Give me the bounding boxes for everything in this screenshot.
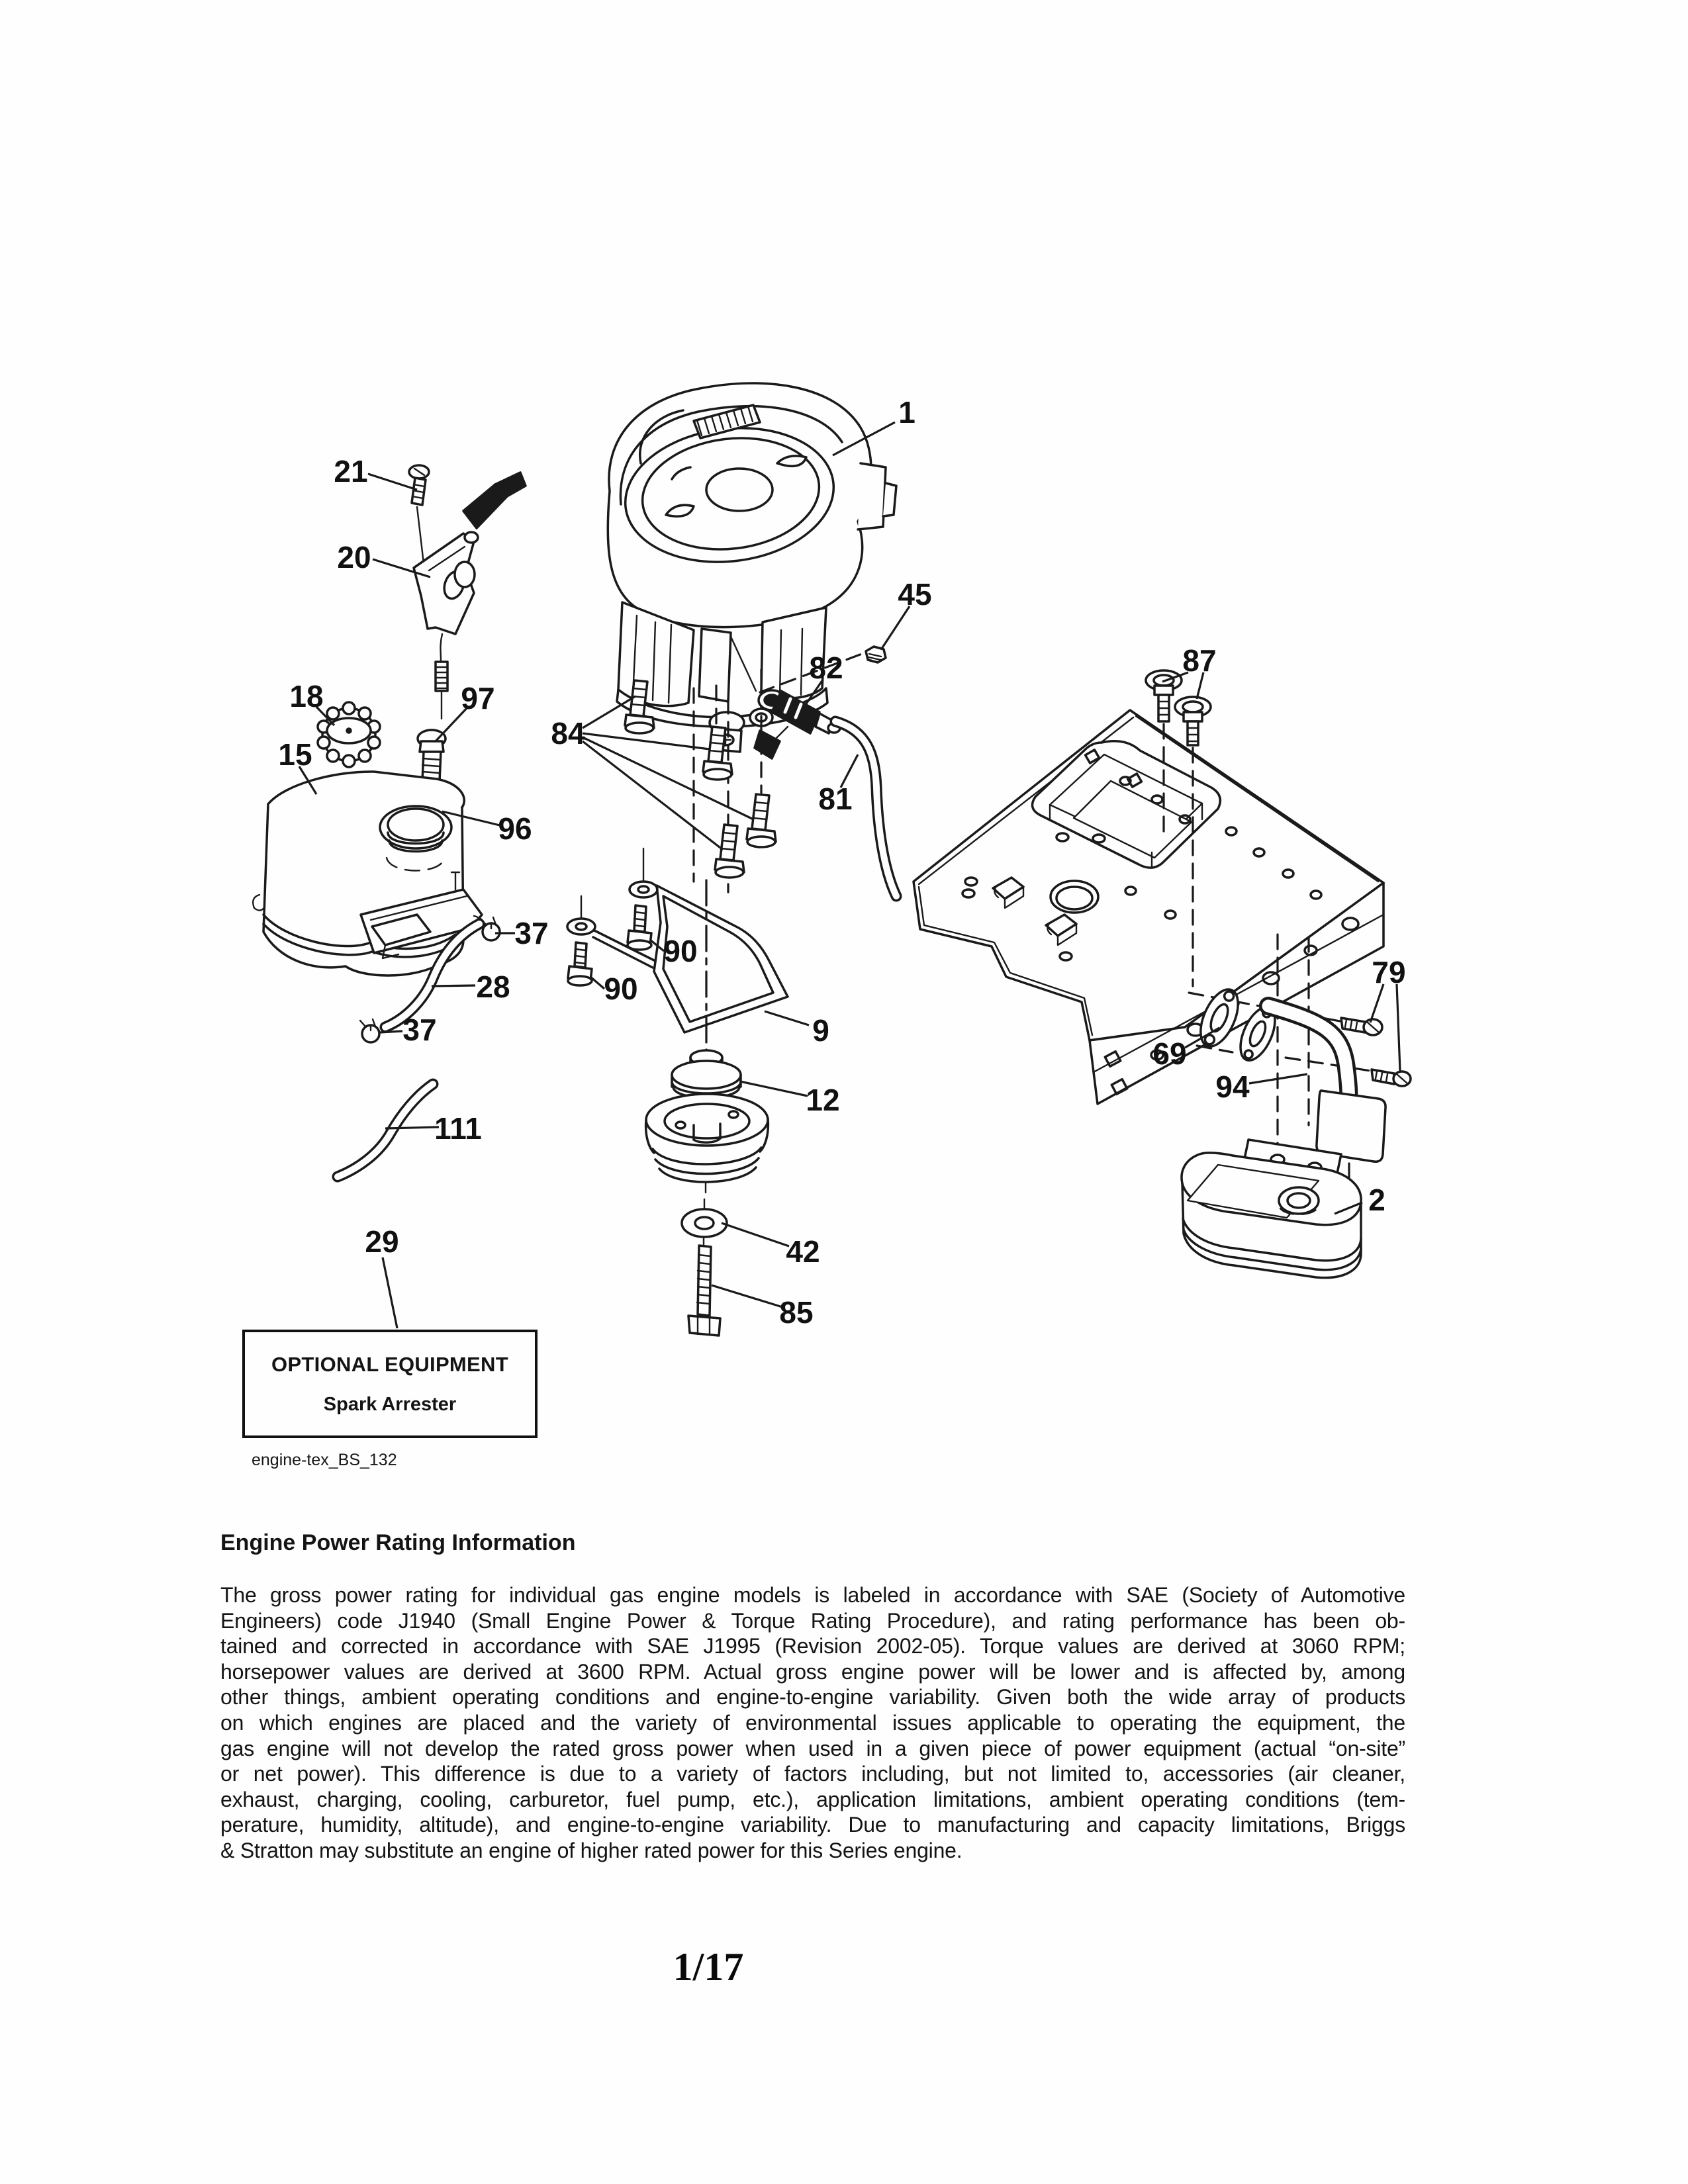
part-callout-37: 37 — [402, 1013, 437, 1047]
part-callout-94: 94 — [1215, 1069, 1250, 1104]
paragraph-line: Engineers) code J1940 (Small Engine Power & Torque Rating Procedure), and rating performance has been ob- — [220, 1608, 1405, 1633]
part-callout-90: 90 — [604, 972, 638, 1006]
page-number: 1/17 — [673, 1945, 744, 1989]
info-paragraph — [220, 1582, 1405, 1864]
part-callout-87: 87 — [1182, 643, 1217, 678]
part-callout-85: 85 — [779, 1295, 814, 1330]
optional-equipment-subtitle: Spark Arrester — [323, 1393, 457, 1415]
part-callout-15: 15 — [278, 737, 312, 772]
frame-art — [914, 670, 1383, 1104]
part-callout-96: 96 — [498, 811, 532, 846]
paragraph-line: gas engine will not develop the rated gross power when used in a given piece of power equipment (actual “on-site” — [220, 1736, 1405, 1760]
optional-equipment-title: OPTIONAL EQUIPMENT — [271, 1352, 508, 1376]
paragraph-line: perature, humidity, altitude), and engine-to-engine variability. Due to manufacturing and capacity limitations, Briggs — [220, 1813, 1405, 1837]
part-callout-2: 2 — [1368, 1183, 1385, 1217]
pulley-keeper-art — [567, 848, 788, 1336]
part-callout-81: 81 — [818, 782, 853, 816]
paragraph-line: The gross power rating for individual gas engine models is labeled in accordance with SAE (Society of Automotive — [220, 1583, 1405, 1607]
part-callout-97: 97 — [461, 681, 495, 715]
part-callout-21: 21 — [334, 454, 368, 488]
part-callout-37: 37 — [514, 916, 549, 950]
paragraph-line: exhaust, charging, cooling, carburetor, fuel pump, etc.), application limitations, ambient operating conditions (tem- — [220, 1787, 1405, 1811]
part-callout-9: 9 — [812, 1013, 829, 1048]
part-callout-45: 45 — [898, 577, 932, 612]
part-callout-28: 28 — [476, 970, 510, 1004]
part-callout-79: 79 — [1372, 955, 1406, 989]
paragraph-line: & Stratton may substitute an engine of higher rated power for this Series engine. — [220, 1838, 962, 1862]
paragraph-line: tained and corrected in accordance with SAE J1995 (Revision 2002-05). Torque values are derived at 3060 RPM; — [220, 1634, 1405, 1659]
info-heading: Engine Power Rating Information — [220, 1530, 576, 1555]
part-callout-84: 84 — [551, 716, 585, 751]
fuel-tank-art — [253, 702, 500, 1177]
paragraph-line: horsepower values are derived at 3600 RPM. Actual gross engine power will be lower and is affected by, among — [220, 1659, 1405, 1684]
part-callout-111: 111 — [434, 1111, 482, 1146]
paragraph-line: other things, ambient operating conditions and engine-to-engine variability. Given both the wide array of products — [220, 1685, 1405, 1709]
part-callout-18: 18 — [289, 679, 324, 713]
part-callout-82: 82 — [809, 651, 843, 685]
part-callout-1: 1 — [898, 395, 915, 430]
diagram-caption: engine-tex_BS_132 — [252, 1451, 397, 1469]
engine-art — [608, 383, 896, 752]
optional-equipment-box — [242, 1330, 538, 1438]
part-callout-29: 29 — [365, 1224, 399, 1259]
part-callout-20: 20 — [337, 540, 371, 574]
paragraph-line: on which engines are placed and the variety of environmental issues applicable to operating the equipment, the — [220, 1710, 1405, 1735]
part-callout-42: 42 — [786, 1234, 820, 1269]
part-callout-90: 90 — [663, 934, 698, 968]
info-section — [220, 1530, 1405, 1864]
paragraph-line: or net power). This difference is due to a variety of factors including, but not limited to, accessories (air cleaner, — [220, 1762, 1405, 1786]
part-callout-12: 12 — [806, 1083, 840, 1117]
part-callout-69: 69 — [1152, 1036, 1187, 1071]
